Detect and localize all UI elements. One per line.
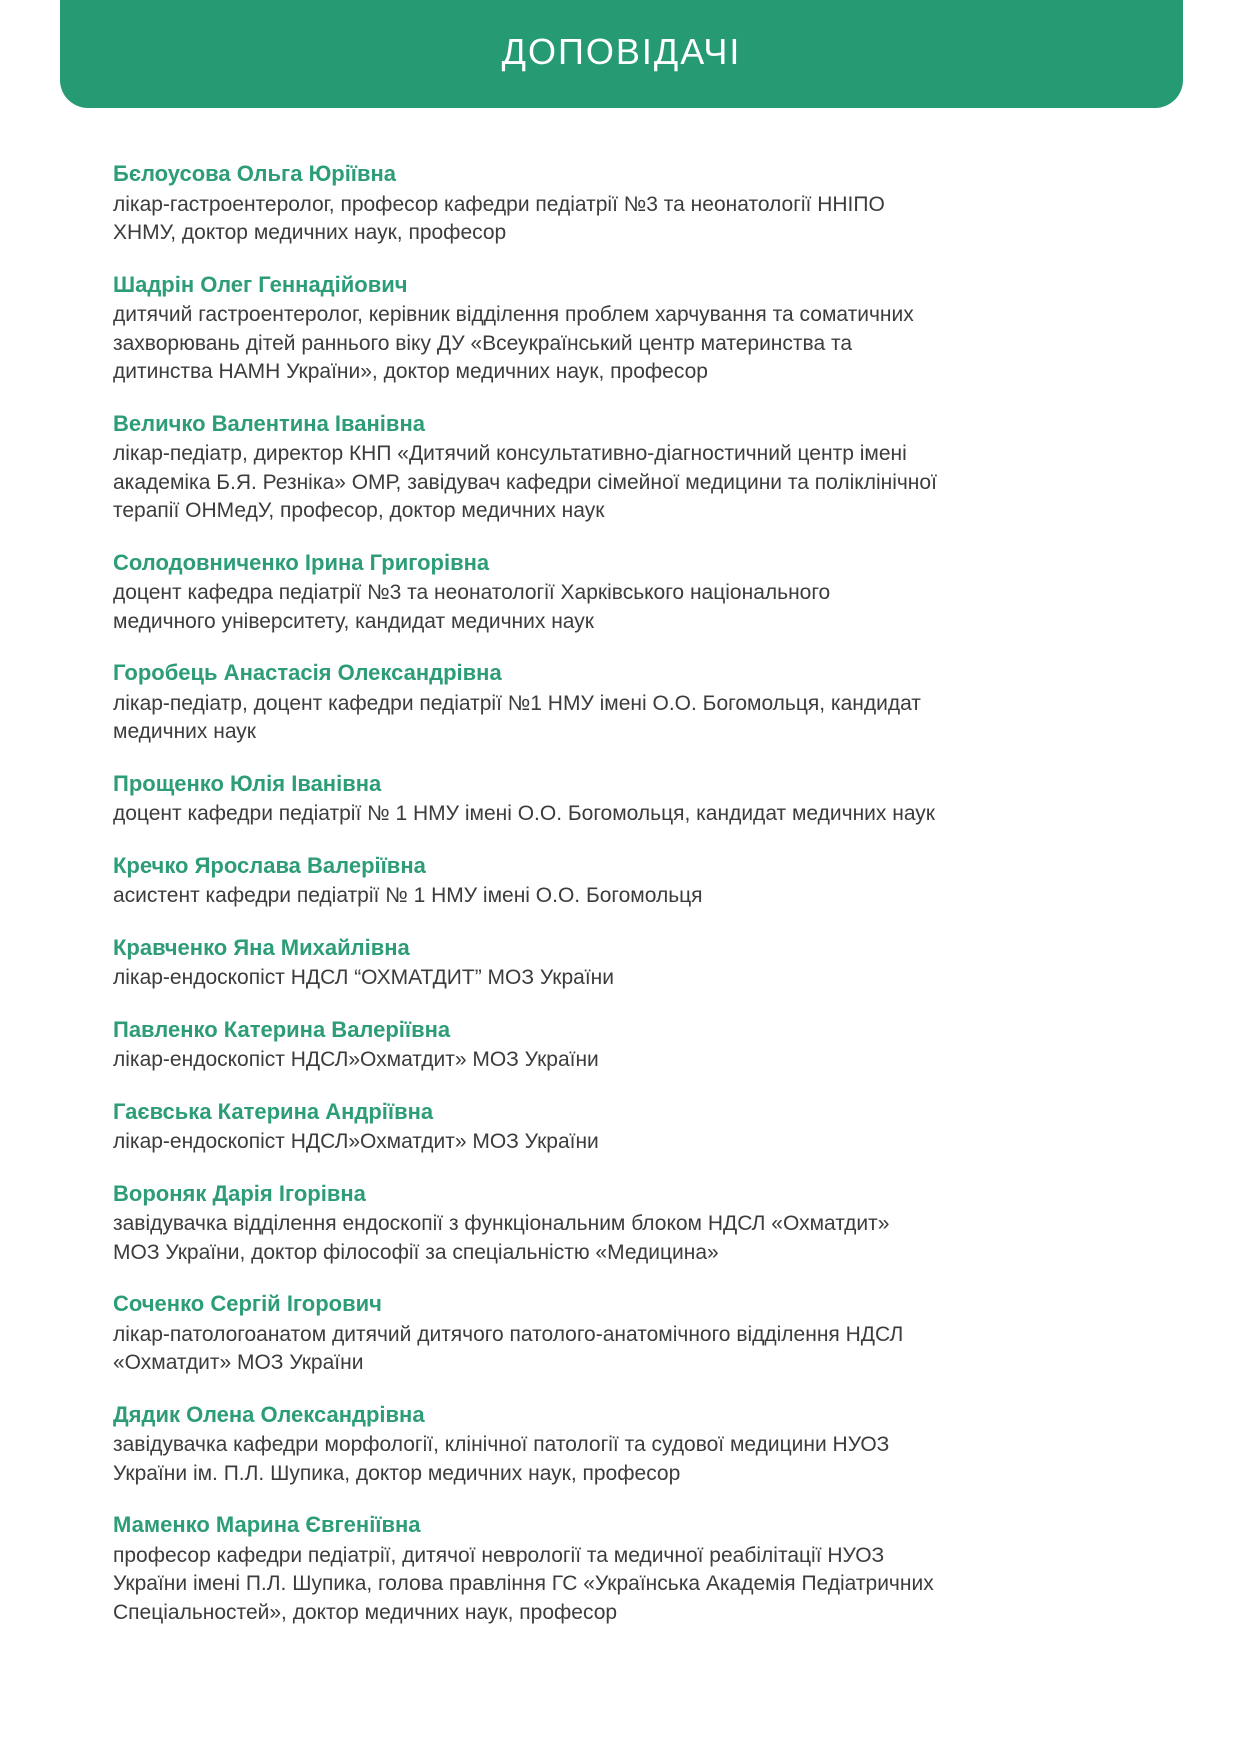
speaker-description bbox=[113, 440, 1133, 526]
speaker-name: Кречко Ярослава Валеріївна bbox=[113, 852, 426, 878]
speaker-entry bbox=[113, 1511, 1133, 1627]
speaker-description-line: академіка Б.Я. Резніка» ОМР, завідувач кафедри сімейної медицини та поліклінічної bbox=[113, 470, 937, 494]
speaker-name: Прощенко Юлія Іванівна bbox=[113, 770, 382, 796]
speaker-name: Величко Валентина Іванівна bbox=[113, 410, 425, 436]
speaker-description bbox=[113, 690, 1133, 747]
speaker-description bbox=[113, 579, 1133, 636]
speaker-description bbox=[113, 1128, 1133, 1157]
speaker-entry bbox=[113, 1016, 1133, 1075]
speaker-description-line: ХНМУ, доктор медичних наук, професор bbox=[113, 221, 507, 244]
speaker-entry bbox=[113, 1290, 1133, 1378]
speaker-name: Дядик Олена Олександрівна bbox=[113, 1401, 425, 1427]
speaker-description bbox=[113, 882, 1133, 911]
speaker-description bbox=[113, 1321, 1133, 1378]
speaker-description-line: Спеціальностей», доктор медичних наук, професор bbox=[113, 1600, 618, 1624]
speaker-name: Горобець Анастасія Олександрівна bbox=[113, 660, 502, 685]
speaker-name: Кравченко Яна Михайлівна bbox=[113, 934, 410, 960]
speaker-name: Вороняк Дарія Ігорівна bbox=[113, 1180, 366, 1206]
speaker-entry bbox=[113, 271, 1133, 387]
speaker-description-line: лікар-ендоскопіст НДСЛ “ОХМАТДИТ” МОЗ України bbox=[113, 966, 614, 989]
speaker-entry bbox=[113, 549, 1133, 637]
speaker-entry bbox=[113, 770, 1133, 829]
speaker-description bbox=[113, 191, 1133, 248]
speaker-name: Павленко Катерина Валеріївна bbox=[113, 1016, 451, 1042]
speaker-description-line: України імені П.Л. Шупика, голова правління ГС «Українська Академія Педіатричних bbox=[113, 1572, 934, 1595]
speaker-name: Маменко Марина Євгеніївна bbox=[113, 1512, 421, 1537]
speaker-description bbox=[113, 1210, 1133, 1267]
speaker-description-line: лікар-патологоанатом дитячий дитячого патолого-анатомічного відділення НДСЛ bbox=[113, 1322, 904, 1346]
speaker-entry bbox=[113, 852, 1133, 911]
speaker-entry bbox=[113, 659, 1133, 747]
speaker-description-line: лікар-ендоскопіст НДСЛ»Охматдит» МОЗ України bbox=[113, 1130, 599, 1153]
speaker-description-line: медичного університету, кандидат медичних наук bbox=[113, 609, 594, 633]
speaker-name: Соченко Сергій Ігорович bbox=[113, 1291, 382, 1316]
speaker-entry bbox=[113, 1180, 1133, 1268]
speaker-entry bbox=[113, 1098, 1133, 1157]
speaker-description-line: «Охматдит» МОЗ України bbox=[113, 1351, 364, 1374]
speaker-description-line: лікар-педіатр, директор КНП «Дитячий консультативно-діагностичний центр імені bbox=[113, 442, 907, 465]
speaker-description-line: МОЗ України, доктор філософії за спеціальністю «Медицина» bbox=[113, 1240, 719, 1264]
speaker-description-line: асистент кафедри педіатрії № 1 НМУ імені О.О. Богомольця bbox=[113, 884, 703, 907]
speaker-description bbox=[113, 1542, 1133, 1628]
speaker-description-line: завідувачка кафедри морфології, клінічної патології та судової медицини НУОЗ bbox=[113, 1433, 890, 1456]
speaker-name: Солодовниченко Ірина Григорівна bbox=[113, 549, 490, 575]
speaker-description-line: доцент кафедра педіатрії №3 та неонатології Харківського національного bbox=[113, 581, 831, 604]
speaker-description-line: лікар-гастроентеролог, професор кафедри педіатрії №3 та неонатології ННІПО bbox=[113, 192, 885, 216]
speaker-description bbox=[113, 800, 1133, 829]
speaker-description-line: дитячий гастроентеролог, керівник відділення проблем харчування та соматичних bbox=[113, 303, 914, 326]
speaker-description-line: терапії ОНМедУ, професор, доктор медичних наук bbox=[113, 499, 605, 522]
speaker-description bbox=[113, 1046, 1133, 1075]
speaker-description-line: медичних наук bbox=[113, 720, 256, 743]
speaker-description-line: лікар-педіатр, доцент кафедри педіатрії №1 НМУ імені О.О. Богомольця, кандидат bbox=[113, 691, 921, 715]
speaker-description-line: доцент кафедри педіатрії № 1 НМУ імені О.О. Богомольця, кандидат медичних наук bbox=[113, 802, 935, 825]
speakers-list bbox=[113, 160, 1133, 1650]
speaker-description-line: завідувачка відділення ендоскопії з функціональним блоком НДСЛ «Охматдит» bbox=[113, 1212, 890, 1235]
speaker-description-line: дитинства НАМН України», доктор медичних наук, професор bbox=[113, 360, 708, 383]
page-title: ДОПОВІДАЧІ bbox=[501, 31, 742, 72]
speaker-description-line: лікар-ендоскопіст НДСЛ»Охматдит» МОЗ України bbox=[113, 1048, 599, 1071]
speaker-entry bbox=[113, 1401, 1133, 1489]
speaker-description bbox=[113, 301, 1133, 387]
speaker-description bbox=[113, 1431, 1133, 1488]
speaker-name: Шадрін Олег Геннадійович bbox=[113, 271, 408, 297]
speaker-description bbox=[113, 964, 1133, 993]
speaker-name: Бєлоусова Ольга Юріївна bbox=[113, 161, 397, 186]
speaker-description-line: захворювань дітей раннього віку ДУ «Всеукраїнський центр материнства та bbox=[113, 331, 853, 355]
speaker-description-line: професор кафедри педіатрії, дитячої неврології та медичної реабілітації НУОЗ bbox=[113, 1543, 885, 1567]
header-banner bbox=[60, 0, 1183, 108]
speaker-description-line: України ім. П.Л. Шупика, доктор медичних наук, професор bbox=[113, 1461, 681, 1485]
speaker-entry bbox=[113, 410, 1133, 526]
speaker-entry bbox=[113, 934, 1133, 993]
speaker-name: Гаєвська Катерина Андріївна bbox=[113, 1098, 434, 1124]
speaker-entry bbox=[113, 160, 1133, 248]
